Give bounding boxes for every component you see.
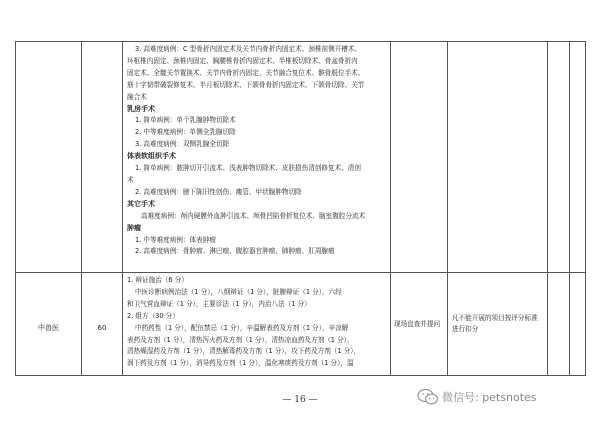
criteria-cell	[448, 273, 548, 376]
subject-cell-empty	[16, 42, 82, 273]
content-cell-tcvm	[123, 273, 391, 376]
text-line: 3. 高难度病例：C 型骨折内固定术及关节内骨折内固定术、颈椎前侧开槽术、	[135, 45, 362, 53]
text-line: 润下药及方剂（1 分），消导药及方剂（1 分），温化寒痰药及方剂（1 分），温	[127, 359, 354, 368]
extra-cell-2	[570, 42, 586, 273]
method-cell-empty	[391, 42, 448, 273]
text-line: 1. 中等难度病例：体表肿瘤	[135, 235, 216, 244]
text-line: 和卫气营血辩证（1 分），主要诊法（1 分），内治八法（1 分）	[127, 299, 311, 308]
text-line: 1. 简单病例：脓肿切开引流术、浅表肿物切除术、皮肤损伤清创修复术、清创	[135, 164, 361, 173]
method-text: 现场盘查并提问	[394, 319, 441, 328]
page-number: — 16 —	[282, 395, 318, 405]
extra-cell-4	[570, 273, 586, 376]
text-line: 2. 组方（30 分）	[127, 311, 179, 320]
table-row-chinese-veterinary	[16, 273, 586, 376]
text-line: 环枢椎内固定、颈椎内固定、胸腰椎骨折内固定术、半椎板切除术、骨盆骨折内	[127, 56, 358, 65]
score-cell	[82, 273, 123, 376]
text-line: 固定术、全髋关节置换术、关节内骨折内固定、关节融合复位术、髌骨脱位手术、	[127, 68, 365, 77]
score-cell-empty	[82, 42, 123, 273]
text-line: 1. 简单病例：单个乳腺肿物切除术	[135, 116, 236, 125]
text-line: 表药及方剂（1 分），清热泻火药及方剂（1 分），清热凉血药及方剂（1 分），	[127, 335, 354, 344]
assessment-table	[15, 41, 586, 376]
wechat-icon	[417, 388, 439, 406]
text-line: 2. 中等难度病例：单侧全乳腺切除	[135, 128, 236, 137]
watermark-text: 微信号: petsnotes	[442, 391, 537, 404]
extra-cell-1	[548, 42, 570, 273]
section-heading: 乳房手术	[127, 104, 155, 113]
text-line: 3. 高难度病例：双侧乳腺全切除	[135, 140, 230, 149]
method-cell	[391, 273, 448, 376]
section-heading: 肿瘤	[127, 223, 141, 232]
text-line: 清热燥湿药及方剂（1 分），清热解毒药及方剂（1 分），攻下药及方剂（1 分），	[127, 347, 361, 356]
text-line: 高难度病例：颅内硬膜外血肿引流术、颅骨凹陷骨折复位术、脑室腹腔分流术	[141, 211, 366, 220]
text-line: 中医诊断病例治法（1 分），八纲辩证（1 分），脏腑辩证（1 分），六经	[135, 287, 342, 296]
text-line: 术	[127, 175, 134, 184]
subject-cell	[16, 273, 82, 376]
text-line: 中药药性（1 分），配伍禁忌（1 分），辛温解表药及方剂（1 分），辛凉解	[135, 323, 349, 332]
surgery-content	[123, 42, 390, 258]
text-line: 2. 高难度病例：骨肿瘤、淋巴瘤、腹腔器官肿瘤、肺肿瘤、肛周腺瘤	[135, 247, 335, 256]
tcvm-content	[123, 273, 390, 370]
text-line: 2. 高难度病例：腋下陈旧性创伤、瘘管、甲状腺肿物切除	[135, 187, 302, 196]
text-line: 筋十字韧带破裂修复术、半月板切除术、下颌骨骨折内固定术、下颌骨切除、关节	[127, 80, 365, 89]
text-line: 1. 辩证施治（6 分）	[127, 276, 188, 284]
section-heading: 其它手术	[127, 199, 155, 208]
table-row-surgery	[16, 42, 586, 273]
extra-cell-3	[548, 273, 570, 376]
watermark	[417, 388, 537, 406]
score-value: 60	[97, 323, 107, 332]
criteria-text: 凡不能开展的项目按评分标准进行扣分	[452, 314, 538, 333]
text-line: 融合术	[127, 92, 147, 101]
section-heading: 体表软组织手术	[127, 152, 176, 161]
subject-label: 中兽医	[38, 323, 59, 332]
content-cell-surgery	[123, 42, 391, 273]
criteria-cell-empty	[448, 42, 548, 273]
